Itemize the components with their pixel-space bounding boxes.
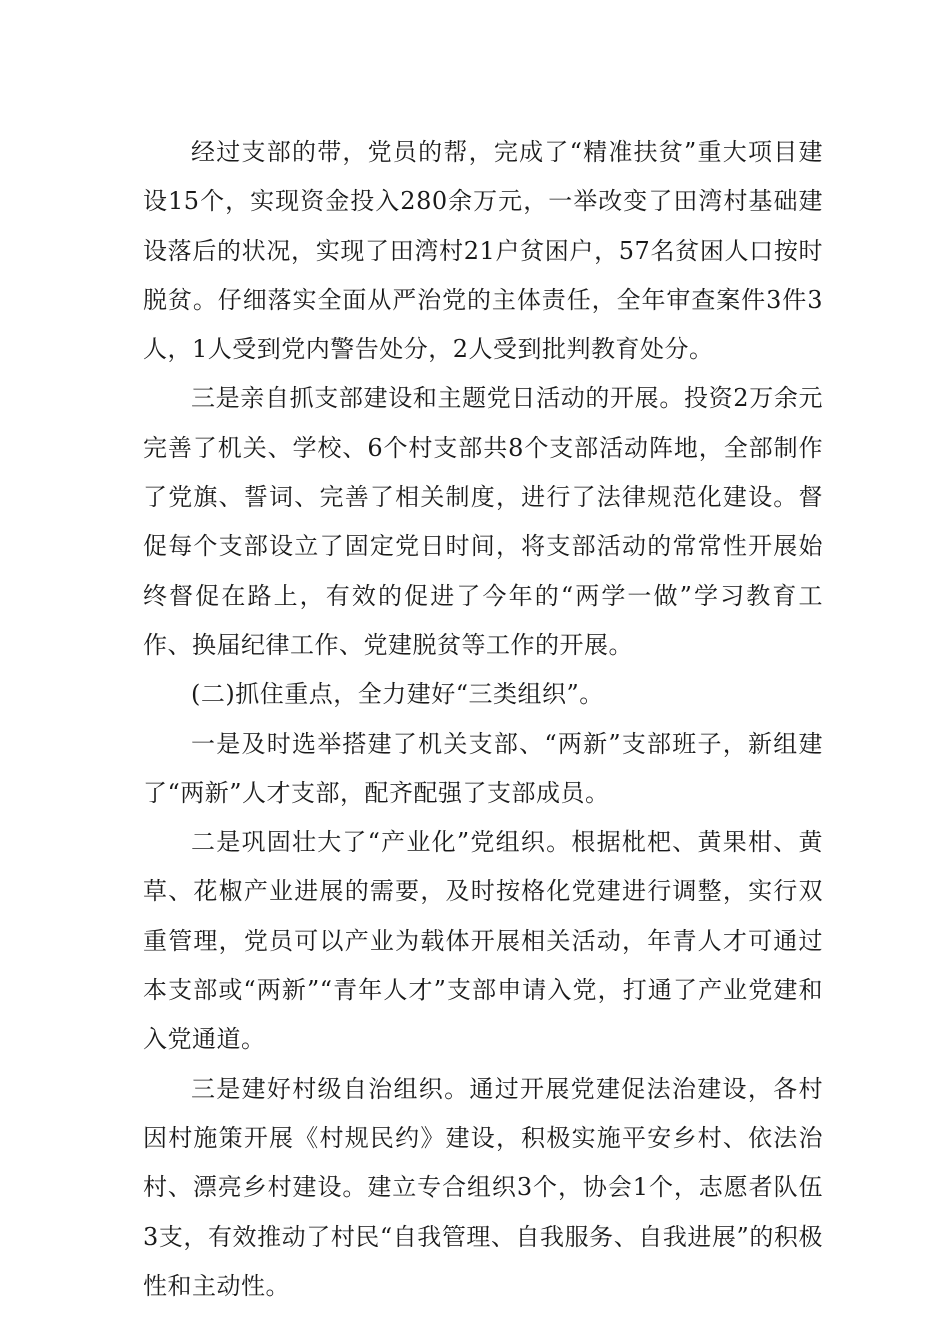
paragraph-village-autonomy: 三是建好村级自治组织。通过开展党建促法治建设，各村因村施策开展《村规民约》建设，积极实施平安乡村、依法治村、漂亮乡村建设。建立专合组织3个，协会1个，志愿者队伍3支，有效推动了村民“自我管理、自我服务、自我进展”的积极性和主动性。 (143, 1074, 823, 1300)
paragraph-poverty-results: 经过支部的带，党员的帮，完成了“精准扶贫”重大项目建设15个，实现资金投入280余万元，一举改变了田湾村基础建设落后的状况，实现了田湾村21户贫困户，57名贫困人口按时脱贫。仔细落实全面从严治党的主体责任，全年审查案件3件3人，1人受到党内警告处分，2人受到批判教育处分。 (143, 138, 823, 364)
document-body (143, 128, 823, 1311)
section-heading-three-organizations: (二)抓住重点，全力建好“三类组织”。 (191, 680, 604, 709)
paragraph-industry-party: 二是巩固壮大了“产业化”党组织。根据枇杷、黄果柑、黄草、花椒产业进展的需要，及时按格化党建进行调整，实行双重管理，党员可以产业为载体开展相关活动，年青人才可通过本支部或“两新”“青年人才”支部申请入党，打通了产业党建和入党通道。 (143, 828, 823, 1054)
paragraph-branch-building: 三是亲自抓支部建设和主题党日活动的开展。投资2万余元完善了机关、学校、6个村支部共8个支部活动阵地，全部制作了党旗、誓词、完善了相关制度，进行了法律规范化建设。督促每个支部设立了固定党日时间，将支部活动的常常性开展始终督促在路上，有效的促进了今年的“两学一做”学习教育工作、换届纪律工作、党建脱贫等工作的开展。 (143, 384, 823, 659)
paragraph-organ-branch: 一是及时选举搭建了机关支部、“两新”支部班子，新组建了“两新”人才支部，配齐配强了支部成员。 (143, 729, 823, 807)
